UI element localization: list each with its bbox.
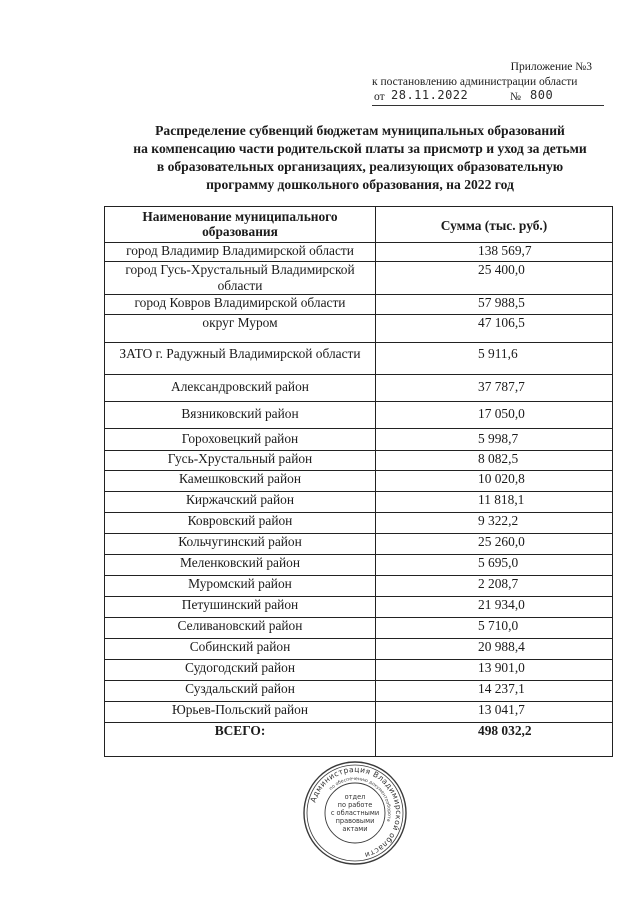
- row-amount: 5 911,6: [376, 343, 613, 375]
- row-name: округ Муром: [105, 315, 376, 343]
- table-row: [105, 451, 613, 471]
- row-amount: 13 041,7: [376, 702, 613, 723]
- table-row: [105, 262, 613, 295]
- row-name: город Гусь-Хрустальный Владимирской области: [105, 262, 376, 295]
- row-name: Гороховецкий район: [105, 429, 376, 451]
- table-row: [105, 375, 613, 402]
- official-stamp: [302, 760, 408, 866]
- table-row: [105, 315, 613, 343]
- annex-title: Приложение №3: [510, 61, 592, 73]
- annex-date: 28.11.2022: [391, 88, 469, 102]
- annex-number-label: №: [510, 91, 521, 103]
- table-header-row: [105, 207, 613, 243]
- row-amount: 25 400,0: [376, 262, 613, 295]
- row-amount: 47 106,5: [376, 315, 613, 343]
- title-line: в образовательных организациях, реализующих образовательную: [156, 159, 564, 174]
- row-amount: 2 208,7: [376, 576, 613, 597]
- row-amount: 14 237,1: [376, 681, 613, 702]
- row-name: Александровский район: [105, 375, 376, 402]
- row-name: Петушинский район: [105, 597, 376, 618]
- row-amount: 11 818,1: [376, 492, 613, 513]
- stamp-center-line: правовыми: [335, 817, 375, 825]
- table-row: [105, 471, 613, 492]
- row-amount: 21 934,0: [376, 597, 613, 618]
- annex-header: [372, 60, 612, 106]
- row-amount: 10 020,8: [376, 471, 613, 492]
- table-row: [105, 295, 613, 315]
- row-name: ЗАТО г. Радужный Владимирской области: [105, 343, 376, 375]
- row-amount: 37 787,7: [376, 375, 613, 402]
- table-row: [105, 243, 613, 262]
- table-row: [105, 402, 613, 429]
- row-amount: 20 988,4: [376, 639, 613, 660]
- row-name: Собинский район: [105, 639, 376, 660]
- row-amount: 9 322,2: [376, 513, 613, 534]
- title-line: программу дошкольного образования, на 2022 год: [206, 177, 514, 192]
- stamp-center-line: актами: [342, 825, 368, 833]
- row-name: Судогодский район: [105, 660, 376, 681]
- row-amount: 5 998,7: [376, 429, 613, 451]
- column-header-name: Наименование муниципального образования: [105, 207, 376, 243]
- annex-number: 800: [530, 88, 554, 102]
- row-amount: 17 050,0: [376, 402, 613, 429]
- table-row: [105, 597, 613, 618]
- row-name: Суздальский район: [105, 681, 376, 702]
- table-row: [105, 576, 613, 597]
- table-row: [105, 513, 613, 534]
- table-row: [105, 681, 613, 702]
- stamp-center-line: по работе: [337, 801, 373, 809]
- row-name: Вязниковский район: [105, 402, 376, 429]
- row-name: Меленковский район: [105, 555, 376, 576]
- row-amount: 5 695,0: [376, 555, 613, 576]
- column-header-amount: Сумма (тыс. руб.): [376, 207, 613, 243]
- row-amount: 5 710,0: [376, 618, 613, 639]
- annex-subtitle: к постановлению администрации области: [372, 76, 578, 88]
- row-name: Юрьев-Польский район: [105, 702, 376, 723]
- row-amount: 138 569,7: [376, 243, 613, 262]
- table-row: [105, 555, 613, 576]
- row-amount: 13 901,0: [376, 660, 613, 681]
- total-label: ВСЕГО:: [105, 723, 376, 757]
- table-total-row: [105, 723, 613, 757]
- table-row: [105, 429, 613, 451]
- row-name: Камешковский район: [105, 471, 376, 492]
- total-amount: 498 032,2: [376, 723, 613, 757]
- row-amount: 57 988,5: [376, 295, 613, 315]
- table-row: [105, 534, 613, 555]
- table-row: [105, 660, 613, 681]
- row-name: Гусь-Хрустальный район: [105, 451, 376, 471]
- row-name: Селивановский район: [105, 618, 376, 639]
- row-amount: 25 260,0: [376, 534, 613, 555]
- row-name: Муромский район: [105, 576, 376, 597]
- stamp-center-line: с областными: [330, 809, 380, 817]
- row-name: Ковровский район: [105, 513, 376, 534]
- row-name: Кольчугинский район: [105, 534, 376, 555]
- stamp-inner-text: по обеспечению документооборота: [328, 776, 392, 822]
- table-row: [105, 343, 613, 375]
- title-line: на компенсацию части родительской платы за присмотр и уход за детьми: [133, 141, 587, 156]
- row-name: Киржачский район: [105, 492, 376, 513]
- title-line: Распределение субвенций бюджетам муниципальных образований: [155, 123, 565, 138]
- row-amount: 8 082,5: [376, 451, 613, 471]
- stamp-center-line: отдел: [344, 793, 366, 801]
- row-name: город Ковров Владимирской области: [105, 295, 376, 315]
- table-row: [105, 639, 613, 660]
- stamp-outer-text: Администрация Владимирской области: [308, 764, 404, 860]
- table-row: [105, 492, 613, 513]
- document-title: [90, 122, 630, 194]
- budget-table: [104, 206, 613, 757]
- annex-from-label: от: [374, 91, 385, 103]
- row-name: город Владимир Владимирской области: [105, 243, 376, 262]
- annex-date-number-line: [372, 90, 604, 106]
- table-row: [105, 618, 613, 639]
- table-row: [105, 702, 613, 723]
